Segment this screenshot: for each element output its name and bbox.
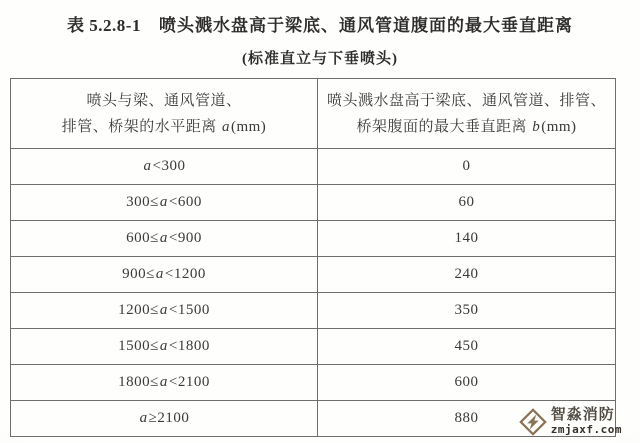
range-cell: 1800≤a<2100 bbox=[11, 365, 318, 401]
header-horizontal-distance bbox=[11, 79, 318, 149]
range-cell: a≥2100 bbox=[11, 401, 318, 437]
range-cell: 1200≤a<1500 bbox=[11, 293, 318, 329]
table-row bbox=[11, 257, 616, 293]
brand-name: 智淼消防 bbox=[550, 407, 615, 424]
watermark bbox=[518, 407, 622, 437]
value-cell: 60 bbox=[318, 185, 616, 221]
table-title bbox=[0, 0, 640, 36]
table-row bbox=[11, 293, 616, 329]
brand-domain: zmjaxf.com bbox=[550, 423, 622, 437]
value-cell: 880 bbox=[318, 401, 616, 437]
value-cell: 140 bbox=[318, 221, 616, 257]
value-cell: 350 bbox=[318, 293, 616, 329]
value-cell: 240 bbox=[318, 257, 616, 293]
table-body bbox=[11, 149, 616, 437]
table-row bbox=[11, 221, 616, 257]
header-line: 排管、桥架的水平距离 a(mm) bbox=[61, 118, 267, 135]
header-line: 喷头溅水盘高于梁底、通风管道、排管、 bbox=[326, 92, 606, 109]
brand-logo-icon bbox=[518, 407, 548, 437]
header-line: 喷头与梁、通风管道、 bbox=[86, 92, 242, 109]
header-line: 桥架腹面的最大垂直距离 b(mm) bbox=[356, 118, 577, 135]
table-subtitle: (标准直立与下垂喷头) bbox=[242, 51, 398, 67]
range-cell: 300≤a<600 bbox=[11, 185, 318, 221]
table-number: 表 5.2.8-1 bbox=[67, 16, 141, 35]
range-cell: 600≤a<900 bbox=[11, 221, 318, 257]
table-row bbox=[11, 185, 616, 221]
value-cell: 0 bbox=[318, 149, 616, 185]
table-row bbox=[11, 329, 616, 365]
value-cell: 600 bbox=[318, 365, 616, 401]
table-header bbox=[11, 79, 616, 149]
max-vertical-distance-table bbox=[10, 78, 616, 437]
range-cell: a<300 bbox=[11, 149, 318, 185]
value-cell: 450 bbox=[318, 329, 616, 365]
range-cell: 1500≤a<1800 bbox=[11, 329, 318, 365]
table-row bbox=[11, 149, 616, 185]
range-cell: 900≤a<1200 bbox=[11, 257, 318, 293]
watermark-text bbox=[551, 408, 622, 435]
table-row bbox=[11, 365, 616, 401]
table-title-text: 喷头溅水盘高于梁底、通风管道腹面的最大垂直距离 bbox=[158, 16, 573, 35]
header-row bbox=[11, 79, 616, 149]
header-max-vertical-distance bbox=[318, 79, 616, 149]
